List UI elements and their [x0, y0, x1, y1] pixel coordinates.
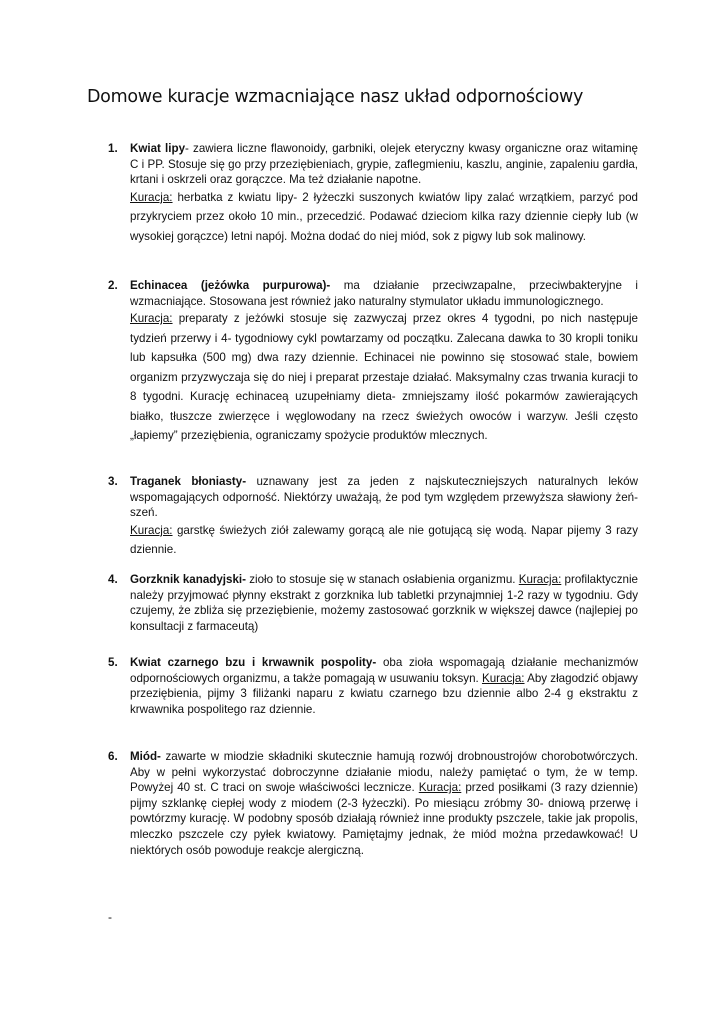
item-body [130, 572, 638, 634]
cure-text: Aby złagodzić objawy przeziębienia, pijmy 3 filiżanki naparu z kwiatu czarnego bzu dziennie albo 2-4 g ekstraktu z krwawnika pospolitego raz dziennie. [130, 671, 638, 716]
item-body [130, 655, 638, 717]
cure-label: Kuracja: [481, 671, 525, 685]
cure-text: garstkę świeżych ziół zalewamy gorącą ale nie gotującą się wodą. Napar pijemy 3 razy dziennie. [130, 523, 638, 557]
item-name: Gorzknik kanadyjski- [130, 573, 246, 586]
item-body [130, 278, 638, 446]
page-title: Domowe kuracje wzmacniające nasz układ odpornościowy [87, 87, 584, 107]
item-body [130, 749, 638, 858]
item-number: 6. [108, 750, 118, 763]
item-name: Traganek błoniasty- [130, 475, 247, 488]
cure-text: preparaty z jeżówki stosuje się zazwyczaj przez okres 4 tygodni, po nich następuje tydzień przerwy i 4- tygodniowy cykl powtarzamy od początku. Zalecana dawka to 30 kropli toniku lub kapsułka (500 mg) dwa razy dziennie. Echinacei nie powinno się stosować stale, bowiem organizm przyzwyczaja się do niej i preparat przestaje działać. Maksymalny czas trwania kuracji to 8 tygodni. Kurację echinaceą uzupełniamy dieta- zmniejszamy ilość pokarmów zawierających białko, tłuszcze zwierzęce i węglowodany na rzecz świeżych owoców i warzyw. Jeśli często „łapiemy” przeziębienia, ograniczamy spożycie produktów mlecznych. [130, 312, 638, 443]
item-number: 2. [108, 279, 118, 292]
item-name: Kwiat czarnego bzu i krwawnik pospolity- [130, 656, 377, 669]
item-description: zawarte w miodzie składniki skutecznie hamują rozwój drobnoustrojów chorobotwórczych. Aby w pełni wykorzystać dobroczynne działanie miodu, należy pamiętać o tym, że w temp. Powyżej 40 st. C traci on swoje właściwości lecznicze. [130, 750, 638, 795]
footer-mark: - [108, 910, 112, 924]
item-cure [130, 309, 638, 446]
item-description: oba zioła wspomagają działanie mechanizmów odpornościowych organizmu, a także pomagają w usuwaniu toksyn. [130, 656, 638, 685]
list-item [108, 474, 638, 560]
list-item [108, 141, 638, 246]
item-number: 1. [108, 142, 118, 155]
cure-label: Kuracja: [130, 312, 173, 326]
item-cure [130, 521, 638, 560]
item-number: 5. [108, 656, 118, 669]
item-name: Kwiat lipy [130, 142, 186, 155]
item-body [130, 474, 638, 560]
item-description: uznawany jest za jeden z najskuteczniejszych naturalnych leków wspomagających odporność. Niektórzy uważają, że pod tym względem przewyższa sławiony żeń- szeń. [130, 475, 639, 520]
item-name: Echinacea (jeżówka purpurowa)- [130, 279, 331, 292]
cure-label: Kuracja: [130, 523, 173, 537]
list-item [108, 749, 638, 858]
cure-text: herbatka z kwiatu lipy- 2 łyżeczki suszonych kwiatów lipy zalać wrzątkiem, parzyć pod przykryciem przez około 10 min., przecedzić. Podawać dzieciom kilka razy dziennie ciepły lub (w wysokiej gorączce) letni napój. Można dodać do niej miód, sok z pigwy lub sok malinowy. [130, 190, 638, 243]
cure-text: przed posiłkami (3 razy dziennie) pijmy szklankę ciepłej wody z miodem (2-3 łyżeczki). Po miesiącu zróbmy 30- dniową przerwę i powtórzmy kurację. W podobny sposób działają również inne produkty pszczele, takie jak propolis, mleczko pszczele czy pyłek kwiatowy. Pamiętajmy jednak, że miód można przedawkować! U niektórych osób powoduje reakcje alergiczną. [130, 781, 638, 857]
item-name: Miód- [130, 750, 161, 763]
item-description: ma działanie przeciwzapalne, przeciwbakteryjne i wzmacniające. Stosowana jest również jako naturalny stymulator układu immunologicznego. [130, 279, 638, 308]
item-description: zioło to stosuje się w stanach osłabienia organizmu. [246, 573, 516, 586]
cure-text: profilaktycznie należy przyjmować płynny ekstrakt z gorzknika lub tabletki przynajmniej 1-2 razy w tygodniu. Gdy czujemy, że zbliża się przeziębienie, możemy zastosować gorzknik w większej dawce (najlepiej po konsultacji z farmaceutą) [130, 573, 638, 633]
item-number: 4. [108, 573, 118, 586]
list-item [108, 655, 638, 717]
cure-label: Kuracja: [130, 190, 173, 204]
cure-label: Kuracja: [418, 781, 462, 795]
item-cure [130, 188, 638, 247]
item-number: 3. [108, 475, 118, 488]
list-item [108, 278, 638, 446]
cure-label: Kuracja: [518, 573, 562, 586]
list-item [108, 572, 638, 634]
item-body [130, 141, 638, 246]
item-description: - zawiera liczne flawonoidy, garbniki, olejek eteryczny kwasy organiczne oraz witaminę C i PP. Stosuje się go przy przeziębieniach, grypie, zaflegmieniu, kaszlu, anginie, zapaleniu gardła, krtani i oskrzeli oraz gorączce. Ma też działanie napotne. [130, 142, 638, 187]
